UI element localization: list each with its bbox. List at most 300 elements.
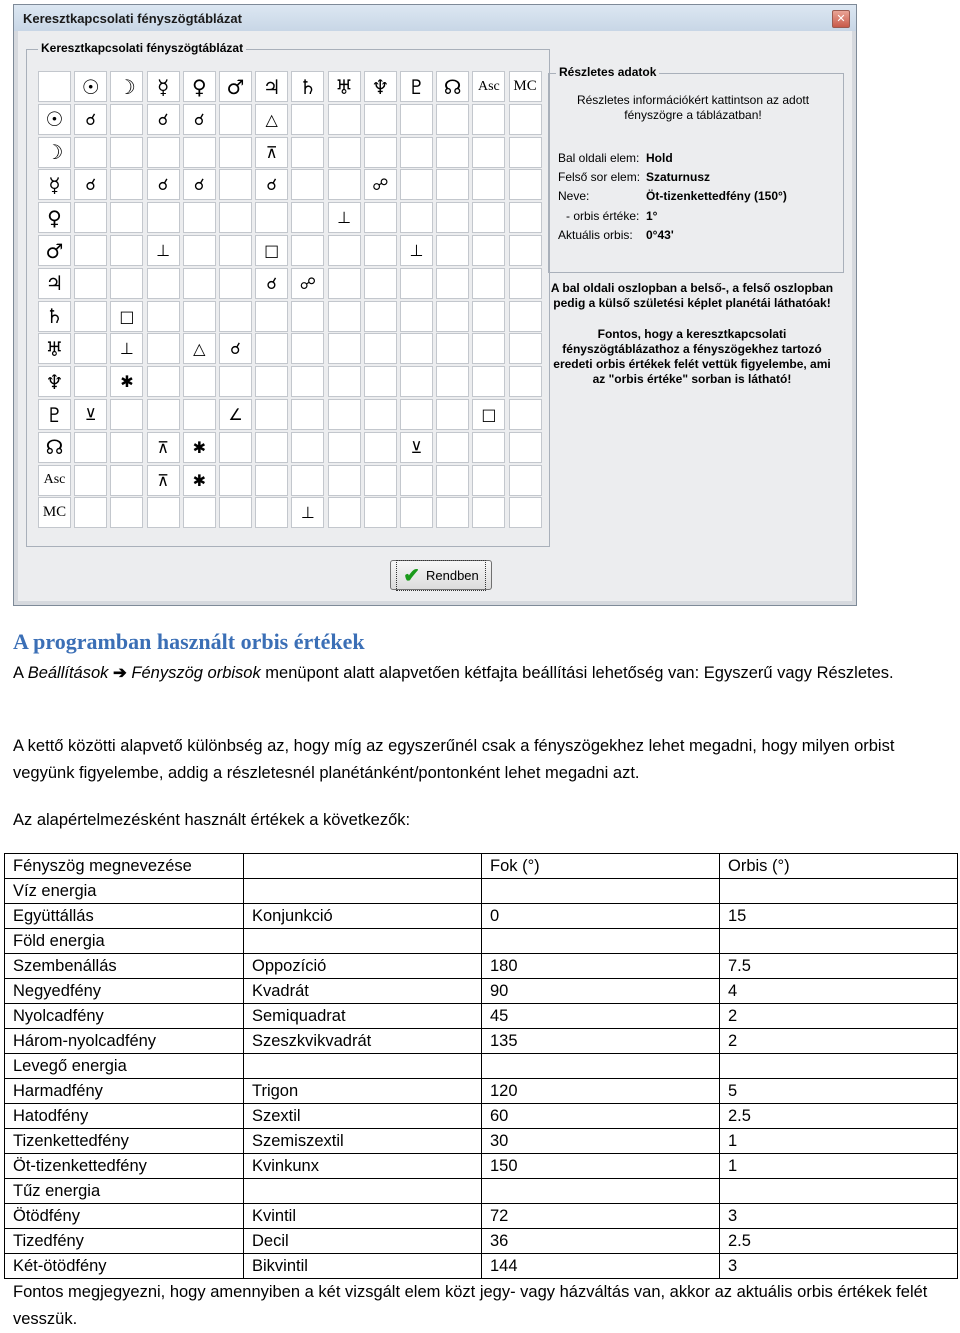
- aspect-cell[interactable]: [74, 432, 107, 463]
- aspect-cell[interactable]: ∠: [219, 399, 252, 430]
- table-cell: Konjunkció: [244, 904, 482, 929]
- row-header-10: ♇: [38, 399, 71, 430]
- aspect-cell[interactable]: [328, 169, 361, 200]
- column-header-4: ♀: [183, 71, 216, 102]
- aspect-cell[interactable]: [219, 235, 252, 266]
- aspect-cell[interactable]: ✱: [183, 465, 216, 496]
- table-row: [5, 929, 958, 954]
- aspect-cell[interactable]: [183, 497, 216, 528]
- paragraph-note: Fontos megjegyezni, hogy amennyiben a két vizsgált elem közt jegy- vagy házváltás van, akkor az aktuális orbis értékek felét vesszük.: [13, 1283, 928, 1328]
- table-cell: 0: [482, 904, 720, 929]
- row-header-12: Asc: [38, 465, 71, 496]
- aspect-cell[interactable]: [74, 333, 107, 364]
- aspect-cell[interactable]: [219, 268, 252, 299]
- right-arrow-icon: ➔: [108, 664, 132, 682]
- table-cell: 180: [482, 954, 720, 979]
- aspect-cell[interactable]: □: [472, 399, 505, 430]
- aspect-cell[interactable]: [110, 268, 143, 299]
- table-cell: [482, 929, 720, 954]
- aspect-cell[interactable]: [291, 104, 324, 135]
- table-row: [5, 1029, 958, 1054]
- table-row: [5, 1104, 958, 1129]
- aspect-cell[interactable]: [472, 268, 505, 299]
- table-cell: Szextil: [244, 1104, 482, 1129]
- aspect-cell[interactable]: [436, 268, 469, 299]
- table-row: [5, 1054, 958, 1079]
- table-cell: [720, 879, 958, 904]
- table-row: [5, 1004, 958, 1029]
- ok-button-label: Rendben: [425, 567, 479, 583]
- aspect-cell[interactable]: [328, 465, 361, 496]
- aspect-cell[interactable]: [364, 333, 397, 364]
- aspect-cell[interactable]: [328, 235, 361, 266]
- aspect-cell[interactable]: [183, 366, 216, 397]
- aspect-cell[interactable]: [255, 301, 288, 332]
- row-header-11: ☊: [38, 432, 71, 463]
- table-cell: Együttállás: [5, 904, 244, 929]
- aspect-cell[interactable]: [400, 497, 433, 528]
- table-cell: Kvadrát: [244, 979, 482, 1004]
- aspect-cell[interactable]: [400, 333, 433, 364]
- table-cell: 144: [482, 1254, 720, 1279]
- aspect-cell[interactable]: [255, 432, 288, 463]
- aspect-cell[interactable]: ⊥: [400, 235, 433, 266]
- aspect-cell[interactable]: [110, 465, 143, 496]
- aspect-cell[interactable]: [291, 235, 324, 266]
- aspect-cell[interactable]: ☌: [255, 169, 288, 200]
- aspect-cell[interactable]: □: [255, 235, 288, 266]
- table-cell: 2: [720, 1004, 958, 1029]
- table-row: [5, 904, 958, 929]
- table-cell: Semiquadrat: [244, 1004, 482, 1029]
- ok-button[interactable]: [390, 560, 492, 590]
- aspect-cell[interactable]: [436, 202, 469, 233]
- table-cell: Hatodfény: [5, 1104, 244, 1129]
- table-row: [5, 1079, 958, 1104]
- table-row: [5, 1179, 958, 1204]
- table-cell: 45: [482, 1004, 720, 1029]
- aspect-cell[interactable]: [509, 465, 542, 496]
- aspect-cell[interactable]: [328, 137, 361, 168]
- aspect-cell[interactable]: [472, 301, 505, 332]
- paragraph-defaults-intro: Az alapértelmezésként használt értékek a következők:: [13, 811, 411, 829]
- aspect-cell[interactable]: [472, 366, 505, 397]
- aspect-cell[interactable]: [436, 399, 469, 430]
- table-row: [5, 1154, 958, 1179]
- aspect-cell[interactable]: [147, 137, 180, 168]
- section-heading: A programban használt orbis értékek: [13, 629, 365, 654]
- aspect-cell[interactable]: [472, 497, 505, 528]
- table-row: [5, 979, 958, 1004]
- table-cell: Két-ötödfény: [5, 1254, 244, 1279]
- aspect-cell[interactable]: △: [255, 104, 288, 135]
- aspect-cell[interactable]: [219, 104, 252, 135]
- aspect-cell[interactable]: [328, 497, 361, 528]
- aspect-cell[interactable]: [110, 202, 143, 233]
- close-button[interactable]: ✕: [832, 10, 850, 28]
- aspect-cell[interactable]: [183, 268, 216, 299]
- aspect-cell[interactable]: [472, 235, 505, 266]
- aspect-cell[interactable]: [509, 366, 542, 397]
- table-cell: Fényszög megnevezése: [5, 854, 244, 879]
- aspect-cell[interactable]: [74, 137, 107, 168]
- table-cell: 36: [482, 1229, 720, 1254]
- row-header-8: ♅: [38, 333, 71, 364]
- aspect-cell[interactable]: [219, 137, 252, 168]
- aspect-cell[interactable]: [219, 202, 252, 233]
- aspect-table-window: [13, 4, 857, 606]
- aspect-cell[interactable]: [147, 301, 180, 332]
- table-cell: 7.5: [720, 954, 958, 979]
- menu-settings-text: Beállítások: [27, 664, 109, 682]
- table-cell: 2: [720, 1029, 958, 1054]
- table-cell: Levegő energia: [5, 1054, 244, 1079]
- aspect-cell[interactable]: [436, 235, 469, 266]
- table-cell: Tizenkettedfény: [5, 1129, 244, 1154]
- aspect-cell[interactable]: ⊻: [74, 399, 107, 430]
- table-cell: Trigon: [244, 1079, 482, 1104]
- aspect-cell[interactable]: ☍: [291, 268, 324, 299]
- aspect-cell[interactable]: [400, 399, 433, 430]
- aspect-cell[interactable]: △: [183, 333, 216, 364]
- table-cell: [244, 1054, 482, 1079]
- column-header-5: ♂: [219, 71, 252, 102]
- row-header-3: ☿: [38, 169, 71, 200]
- row-header-9: ♆: [38, 366, 71, 397]
- aspect-cell[interactable]: [74, 202, 107, 233]
- table-cell: [720, 1054, 958, 1079]
- aspect-cell[interactable]: [328, 432, 361, 463]
- table-cell: [482, 1054, 720, 1079]
- aspect-cell[interactable]: ☌: [183, 104, 216, 135]
- aspect-cell[interactable]: [147, 399, 180, 430]
- aspect-cell[interactable]: [364, 104, 397, 135]
- table-header-row: [5, 854, 958, 879]
- detail-left-element: Bal oldali elem: Hold: [558, 151, 673, 165]
- aspect-cell[interactable]: [291, 432, 324, 463]
- orbis-table: [4, 853, 958, 1279]
- window-title: Keresztkapcsolati fényszögtáblázat: [23, 11, 242, 26]
- aspect-cell[interactable]: [328, 104, 361, 135]
- aspect-cell[interactable]: [509, 137, 542, 168]
- table-cell: Tizedfény: [5, 1229, 244, 1254]
- table-cell: [482, 1179, 720, 1204]
- aspect-cell[interactable]: ⊼: [147, 432, 180, 463]
- aspect-cell[interactable]: [364, 137, 397, 168]
- aspect-cell[interactable]: [436, 497, 469, 528]
- info-note-orbis: Fontos, hogy a keresztkapcsolati fényszögtáblázathoz a fényszögekhez tartozó eredeti orbis értékek felét vettük figyelembe, ami az "orbis értéke" sorban is látható!: [553, 327, 831, 386]
- aspect-cell[interactable]: [364, 268, 397, 299]
- aspect-cell[interactable]: [74, 497, 107, 528]
- aspect-cell[interactable]: [436, 333, 469, 364]
- table-cell: Bikvintil: [244, 1254, 482, 1279]
- column-header-2: ☽: [110, 71, 143, 102]
- column-header-12: Asc: [472, 71, 505, 102]
- aspect-grid-group-title: Keresztkapcsolati fényszögtáblázat: [38, 41, 246, 55]
- column-header-1: ☉: [74, 71, 107, 102]
- aspect-cell[interactable]: [219, 432, 252, 463]
- aspect-cell[interactable]: ☌: [255, 268, 288, 299]
- aspect-cell[interactable]: [509, 169, 542, 200]
- aspect-cell[interactable]: [400, 169, 433, 200]
- menu-orbis-text: Fényszög orbisok: [131, 664, 261, 682]
- detail-aspect-name: Neve: Öt-tizenkettedfény (150°): [558, 189, 787, 203]
- aspect-cell[interactable]: [400, 202, 433, 233]
- table-cell: [244, 879, 482, 904]
- aspect-cell[interactable]: [400, 366, 433, 397]
- aspect-cell[interactable]: [364, 235, 397, 266]
- table-cell: 2.5: [720, 1229, 958, 1254]
- aspect-cell[interactable]: [147, 497, 180, 528]
- table-cell: Kvinkunx: [244, 1154, 482, 1179]
- aspect-cell[interactable]: [219, 465, 252, 496]
- aspect-cell[interactable]: [436, 301, 469, 332]
- detail-orbis-value: - orbis értéke: 1°: [566, 209, 658, 223]
- aspect-cell[interactable]: [400, 301, 433, 332]
- aspect-cell[interactable]: [255, 333, 288, 364]
- table-cell: Ötödfény: [5, 1204, 244, 1229]
- aspect-cell[interactable]: [183, 202, 216, 233]
- aspect-cell[interactable]: [364, 432, 397, 463]
- aspect-cell[interactable]: [400, 465, 433, 496]
- table-row: [5, 1204, 958, 1229]
- aspect-cell[interactable]: ⊥: [328, 202, 361, 233]
- aspect-cell[interactable]: [291, 399, 324, 430]
- aspect-cell[interactable]: [436, 137, 469, 168]
- row-header-4: ♀: [38, 202, 71, 233]
- table-row: [5, 1254, 958, 1279]
- row-header-13: MC: [38, 497, 71, 528]
- table-cell: 2.5: [720, 1104, 958, 1129]
- paragraph-settings: A Beállítások ➔ Fényszög orbisok menüpont alatt alapvetően kétfajta beállítási lehetőség van: Egyszerű vagy Részletes.: [13, 664, 894, 682]
- aspect-cell[interactable]: [472, 432, 505, 463]
- details-intro: Részletes információkért kattintson az adott fényszögre a táblázatban!: [576, 93, 810, 122]
- aspect-cell[interactable]: [509, 497, 542, 528]
- aspect-cell[interactable]: [183, 301, 216, 332]
- window-titlebar: [14, 5, 856, 31]
- aspect-cell[interactable]: [291, 137, 324, 168]
- table-cell: [482, 879, 720, 904]
- table-cell: 150: [482, 1154, 720, 1179]
- aspect-cell[interactable]: [183, 137, 216, 168]
- table-cell: Fok (°): [482, 854, 720, 879]
- aspect-cell[interactable]: [472, 333, 505, 364]
- grid-corner-cell: [38, 71, 71, 102]
- aspect-cell[interactable]: [147, 268, 180, 299]
- table-cell: [244, 929, 482, 954]
- aspect-cell[interactable]: [509, 399, 542, 430]
- table-cell: Oppozíció: [244, 954, 482, 979]
- table-cell: Szeszkvikvadrát: [244, 1029, 482, 1054]
- aspect-cell[interactable]: [472, 104, 505, 135]
- aspect-cell[interactable]: [509, 301, 542, 332]
- aspect-cell[interactable]: [291, 366, 324, 397]
- aspect-cell[interactable]: [291, 333, 324, 364]
- column-header-6: ♃: [255, 71, 288, 102]
- table-cell: Nyolcadfény: [5, 1004, 244, 1029]
- column-header-8: ♅: [328, 71, 361, 102]
- aspect-cell[interactable]: [110, 137, 143, 168]
- table-cell: Negyedfény: [5, 979, 244, 1004]
- aspect-cell[interactable]: ☌: [183, 169, 216, 200]
- table-row: [5, 1229, 958, 1254]
- aspect-cell[interactable]: [328, 268, 361, 299]
- row-header-2: ☽: [38, 137, 71, 168]
- table-cell: Decil: [244, 1229, 482, 1254]
- aspect-cell[interactable]: [364, 366, 397, 397]
- aspect-cell[interactable]: [110, 497, 143, 528]
- table-cell: [720, 1179, 958, 1204]
- aspect-cell[interactable]: [183, 235, 216, 266]
- aspect-cell[interactable]: ☌: [74, 104, 107, 135]
- aspect-cell[interactable]: [509, 202, 542, 233]
- aspect-cell[interactable]: ✱: [110, 366, 143, 397]
- aspect-cell[interactable]: ☌: [74, 169, 107, 200]
- aspect-cell[interactable]: [291, 202, 324, 233]
- column-header-10: ♇: [400, 71, 433, 102]
- table-cell: Víz energia: [5, 879, 244, 904]
- aspect-cell[interactable]: [436, 366, 469, 397]
- table-cell: 72: [482, 1204, 720, 1229]
- aspect-cell[interactable]: [364, 399, 397, 430]
- aspect-cell[interactable]: [110, 432, 143, 463]
- aspect-cell[interactable]: [364, 465, 397, 496]
- paragraph-difference: A kettő közötti alapvető különbség az, hogy míg az egyszerűnél csak a fényszögekhez lehet megadni, hogy milyen orbist vegyünk figyelembe, addig a részletesnél planétánként/pontonként lehet megadni azt.: [13, 737, 895, 782]
- table-cell: 60: [482, 1104, 720, 1129]
- table-cell: 90: [482, 979, 720, 1004]
- aspect-grid: [38, 71, 548, 531]
- aspect-cell[interactable]: [255, 497, 288, 528]
- aspect-cell[interactable]: ⊥: [147, 235, 180, 266]
- table-cell: Öt-tizenkettedfény: [5, 1154, 244, 1179]
- aspect-cell[interactable]: [328, 399, 361, 430]
- aspect-cell[interactable]: ⊥: [291, 497, 324, 528]
- aspect-cell[interactable]: [74, 465, 107, 496]
- aspect-cell[interactable]: [74, 235, 107, 266]
- aspect-cell[interactable]: ⊥: [110, 333, 143, 364]
- table-cell: 135: [482, 1029, 720, 1054]
- aspect-cell[interactable]: [74, 268, 107, 299]
- aspect-cell[interactable]: [472, 137, 505, 168]
- column-header-7: ♄: [291, 71, 324, 102]
- aspect-cell[interactable]: [328, 301, 361, 332]
- aspect-cell[interactable]: [147, 333, 180, 364]
- table-cell: 15: [720, 904, 958, 929]
- aspect-cell[interactable]: [364, 202, 397, 233]
- aspect-cell[interactable]: [472, 169, 505, 200]
- detail-top-element: Felső sor elem: Szaturnusz: [558, 170, 711, 184]
- aspect-cell[interactable]: ☌: [147, 104, 180, 135]
- aspect-cell[interactable]: [291, 301, 324, 332]
- aspect-cell[interactable]: [110, 235, 143, 266]
- column-header-3: ☿: [147, 71, 180, 102]
- aspect-cell[interactable]: [509, 432, 542, 463]
- aspect-cell[interactable]: [291, 169, 324, 200]
- aspect-cell[interactable]: [219, 497, 252, 528]
- aspect-cell[interactable]: □: [110, 301, 143, 332]
- aspect-cell[interactable]: [110, 169, 143, 200]
- table-cell: 5: [720, 1079, 958, 1104]
- aspect-cell[interactable]: [400, 104, 433, 135]
- window-client-area: [18, 31, 852, 601]
- details-panel: [546, 67, 834, 287]
- aspect-cell[interactable]: [364, 497, 397, 528]
- aspect-cell[interactable]: [219, 366, 252, 397]
- table-cell: [244, 1179, 482, 1204]
- aspect-cell[interactable]: [74, 366, 107, 397]
- aspect-cell[interactable]: [291, 465, 324, 496]
- detail-current-orbis: Aktuális orbis: 0°43': [558, 228, 674, 242]
- aspect-cell[interactable]: [147, 202, 180, 233]
- info-note: [550, 281, 834, 403]
- aspect-cell[interactable]: [219, 169, 252, 200]
- aspect-cell[interactable]: [509, 333, 542, 364]
- aspect-cell[interactable]: ⊼: [147, 465, 180, 496]
- row-header-6: ♃: [38, 268, 71, 299]
- aspect-cell[interactable]: [509, 268, 542, 299]
- table-cell: 4: [720, 979, 958, 1004]
- aspect-cell[interactable]: [255, 202, 288, 233]
- aspect-cell[interactable]: ⊻: [400, 432, 433, 463]
- aspect-cell[interactable]: [110, 104, 143, 135]
- aspect-cell[interactable]: [255, 366, 288, 397]
- aspect-cell[interactable]: [472, 465, 505, 496]
- table-cell: 3: [720, 1254, 958, 1279]
- aspect-cell[interactable]: [436, 169, 469, 200]
- aspect-cell[interactable]: [436, 465, 469, 496]
- aspect-cell[interactable]: ⊼: [255, 137, 288, 168]
- aspect-cell[interactable]: ☌: [219, 333, 252, 364]
- aspect-cell[interactable]: [472, 202, 505, 233]
- aspect-cell[interactable]: [509, 235, 542, 266]
- table-cell: Harmadfény: [5, 1079, 244, 1104]
- aspect-cell[interactable]: ☍: [364, 169, 397, 200]
- table-cell: 30: [482, 1129, 720, 1154]
- aspect-cell[interactable]: [110, 399, 143, 430]
- aspect-cell[interactable]: [74, 301, 107, 332]
- table-cell: Szembenállás: [5, 954, 244, 979]
- table-cell: Három-nyolcadfény: [5, 1029, 244, 1054]
- aspect-cell[interactable]: [183, 399, 216, 430]
- aspect-cell[interactable]: ☌: [147, 169, 180, 200]
- aspect-cell[interactable]: [255, 465, 288, 496]
- aspect-cell[interactable]: [400, 268, 433, 299]
- aspect-cell[interactable]: [364, 301, 397, 332]
- info-note-planets: A bal oldali oszlopban a belső-, a felső oszlopban pedig a külső születési képlet planétái láthatóak!: [550, 281, 834, 310]
- column-header-13: MC: [509, 71, 542, 102]
- aspect-cell[interactable]: [436, 104, 469, 135]
- table-row: [5, 1129, 958, 1154]
- aspect-cell[interactable]: [255, 399, 288, 430]
- table-cell: Szemiszextil: [244, 1129, 482, 1154]
- aspect-cell[interactable]: [328, 333, 361, 364]
- table-cell: Orbis (°): [720, 854, 958, 879]
- table-cell: [244, 854, 482, 879]
- aspect-cell[interactable]: [219, 301, 252, 332]
- aspect-cell[interactable]: [328, 366, 361, 397]
- aspect-cell[interactable]: [400, 137, 433, 168]
- row-header-5: ♂: [38, 235, 71, 266]
- checkmark-icon: ✔: [403, 564, 420, 587]
- table-cell: 3: [720, 1204, 958, 1229]
- aspect-cell[interactable]: ✱: [183, 432, 216, 463]
- table-cell: 120: [482, 1079, 720, 1104]
- aspect-cell[interactable]: [147, 366, 180, 397]
- aspect-cell[interactable]: [436, 432, 469, 463]
- table-row: [5, 879, 958, 904]
- table-cell: Kvintil: [244, 1204, 482, 1229]
- aspect-cell[interactable]: [509, 104, 542, 135]
